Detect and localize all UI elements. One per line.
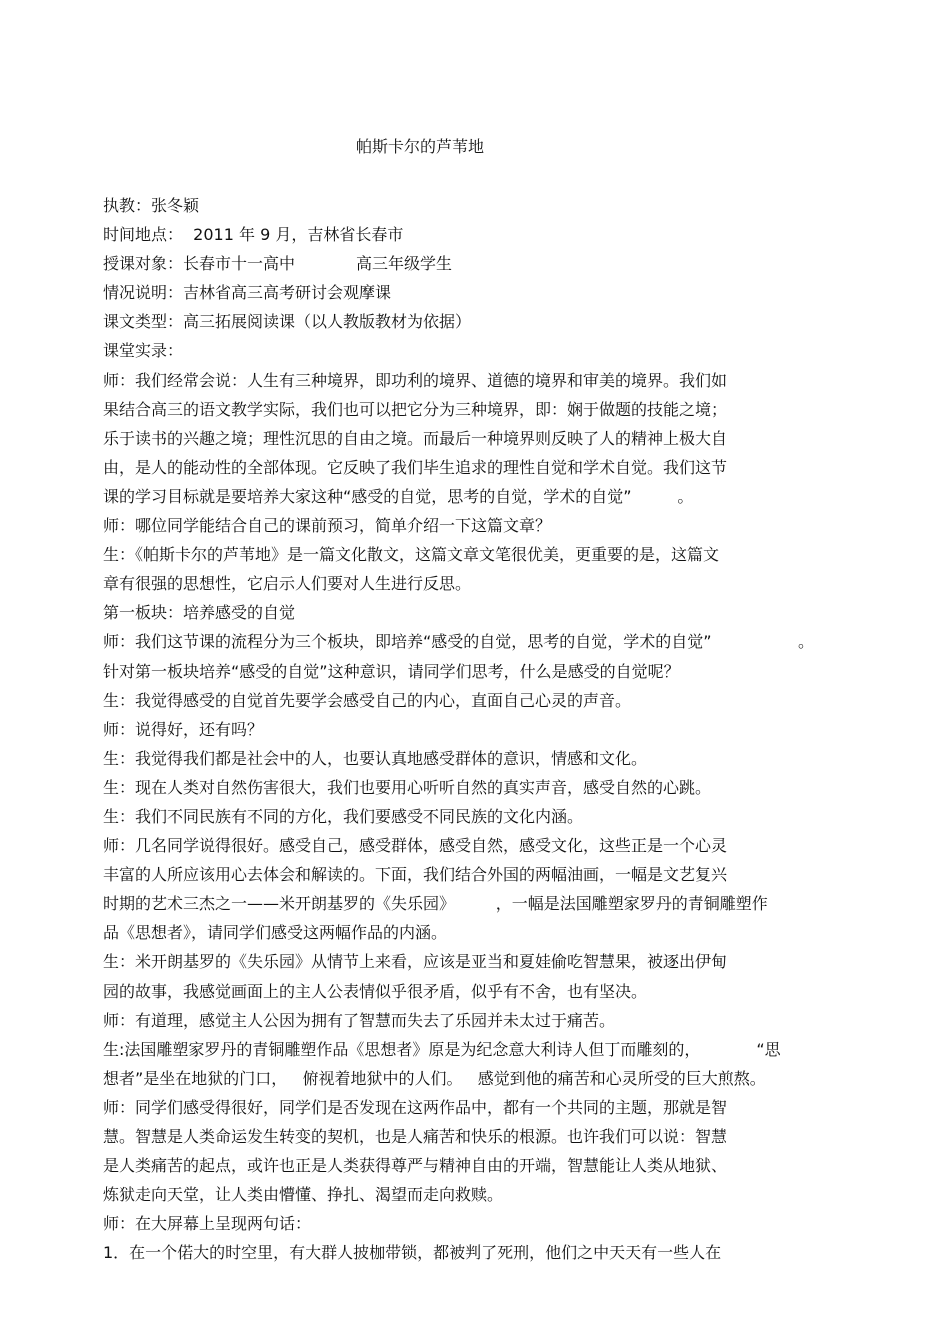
text-line: 课的学习目标就是要培养大家这种“感受的自觉，思考的自觉，学术的自觉” 。 — [103, 486, 694, 506]
document-body — [103, 191, 863, 1267]
text-line: 是人类痛苦的起点，或许也正是人类获得尊严与精神自由的开端，智慧能让人类从地狱、 — [103, 1156, 728, 1176]
text-line: 课文类型：高三拓展阅读课（以人教版教材为依据） — [103, 312, 472, 332]
text-line: 想者”是坐在地狱的门口， 俯视着地狱中的人们。 感觉到他的痛苦和心灵所受的巨大煎熬。 — [103, 1068, 766, 1088]
text-line: 生:法国雕塑家罗丹的青铜雕塑作品《思想者》原是为纪念意大利诗人但丁而雕刻的， “思 — [103, 1039, 781, 1059]
text-line: 由，是人的能动性的全部体现。它反映了我们毕生追求的理性自觉和学术自觉。我们这节 — [103, 457, 728, 477]
text-line: 生：米开朗基罗的《失乐园》从情节上来看，应该是亚当和夏娃偷吃智慧果，被逐出伊甸 — [103, 952, 728, 972]
text-line: 园的故事，我感觉画面上的主人公表情似乎很矛盾，似乎有不舍，也有坚决。 — [103, 981, 648, 1001]
text-line: 时期的艺术三杰之一——米开朗基罗的《失乐园》 ，一幅是法国雕塑家罗丹的青铜雕塑作 — [103, 894, 768, 914]
text-line: 第一板块：培养感受的自觉 — [103, 603, 296, 623]
text-line: 授课对象：长春市十一高中 高三年级学生 — [103, 254, 453, 274]
text-line: 师：在大屏幕上呈现两句话： — [103, 1214, 312, 1234]
text-line: 炼狱走向天堂，让人类由懵懂、挣扎、渴望而走向救赎。 — [103, 1185, 504, 1205]
text-line: 生：现在人类对自然伤害很大，我们也要用心听听自然的真实声音，感受自然的心跳。 — [103, 777, 712, 797]
text-line: 生：我觉得我们都是社会中的人，也要认真地感受群体的意识，情感和文化。 — [103, 748, 648, 768]
text-line: 1．在一个偌大的时空里，有大群人披枷带锁，都被判了死刑，他们之中天天有一些人在 — [103, 1243, 722, 1263]
text-line: 生：我们不同民族有不同的方化，我们要感受不同民族的文化内涵。 — [103, 806, 584, 826]
text-line: 品《思想者》，请同学们感受这两幅作品的内涵。 — [103, 923, 448, 943]
text-line: 师：我们经常会说：人生有三种境界，即功利的境界、道德的境界和审美的境界。我们如 — [103, 370, 728, 390]
text-line: 针对第一板块培养“感受的自觉”这种意识，请同学们思考，什么是感受的自觉呢？ — [103, 661, 680, 681]
text-line: 课堂实录： — [103, 341, 184, 361]
text-line: 生：《帕斯卡尔的芦苇地》是一篇文化散文，这篇文章文笔很优美，更重要的是，这篇文 — [103, 545, 720, 565]
text-line: 师：同学们感受得很好，同学们是否发现在这两作品中，都有一个共同的主题，那就是智 — [103, 1097, 728, 1117]
text-line: 情况说明：吉林省高三高考研讨会观摩课 — [103, 283, 392, 303]
text-line: 时间地点： 2011 年 9 月，吉林省长春市 — [103, 225, 404, 245]
text-line: 师：有道理，感觉主人公因为拥有了智慧而失去了乐园并未太过于痛苦。 — [103, 1010, 616, 1030]
text-line: 执教：张冬颖 — [103, 196, 200, 215]
text-line: 师：哪位同学能结合自己的课前预习，简单介绍一下这篇文章？ — [103, 516, 552, 536]
text-line: 果结合高三的语文教学实际，我们也可以把它分为三种境界，即：娴于做题的技能之境； — [103, 399, 728, 419]
text-line: 生：我觉得感受的自觉首先要学会感受自己的内心，直面自己心灵的声音。 — [103, 690, 632, 710]
text-line: 章有很强的思想性，它启示人们要对人生进行反思。 — [103, 574, 472, 594]
text-line: 师：几名同学说得很好。感受自己，感受群体，感受自然，感受文化，这些正是一个心灵 — [103, 836, 728, 856]
document-title: 帕斯卡尔的芦苇地 — [355, 137, 484, 156]
text-line: 乐于读书的兴趣之境；理性沉思的自由之境。而最后一种境界则反映了人的精神上极大自 — [103, 428, 728, 448]
text-line: 慧。智慧是人类命运发生转变的契机，也是人痛苦和快乐的根源。也许我们可以说：智慧 — [103, 1127, 728, 1146]
text-line: 师：说得好，还有吗？ — [103, 719, 264, 739]
text-line: 丰富的人所应该用心去体会和解读的。下面，我们结合外国的两幅油画，一幅是文艺复兴 — [103, 865, 728, 885]
text-line: 师：我们这节课的流程分为三个板块，即培养“感受的自觉，思考的自觉，学术的自觉” 。 — [103, 632, 815, 652]
